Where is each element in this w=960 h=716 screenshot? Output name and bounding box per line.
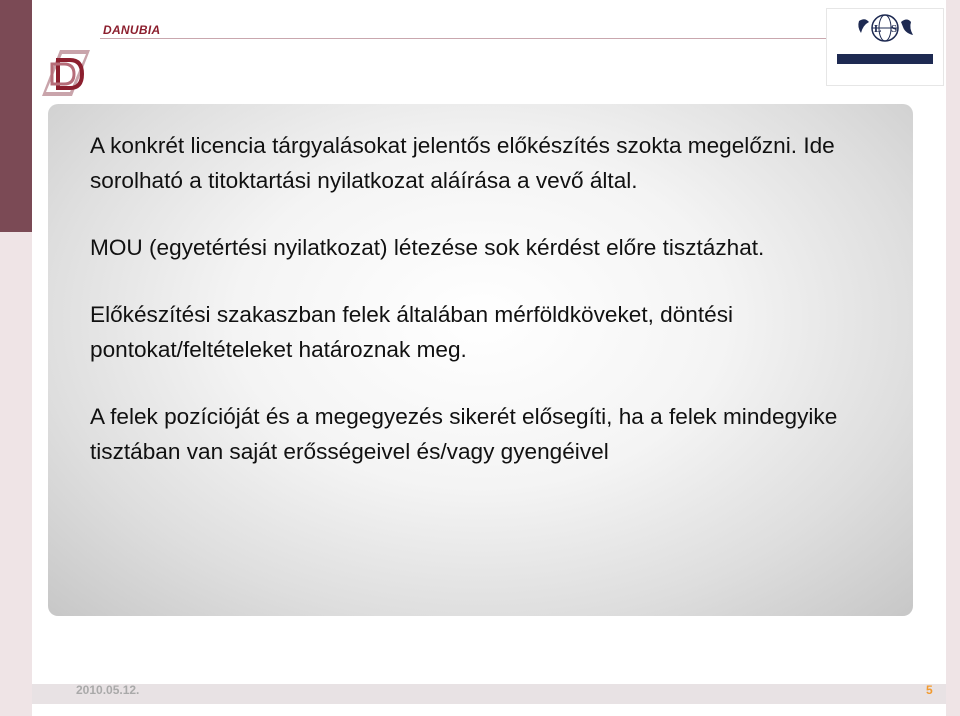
footer-date: 2010.05.12.: [76, 683, 140, 697]
header-brand: DANUBIA: [103, 23, 161, 37]
right-side-bar: [946, 0, 960, 716]
page-number: 5: [926, 683, 933, 697]
svg-text:S: S: [891, 23, 898, 35]
svg-text:L: L: [874, 23, 882, 35]
header-divider: [100, 38, 920, 39]
slide-body: [90, 128, 900, 501]
paragraph-mou: MOU (egyetértési nyilatkozat) létezése sok kérdést előre tisztázhat.: [90, 235, 765, 260]
danubia-logo-icon: [38, 44, 94, 100]
paragraph-positions: A felek pozícióját és a megegyezés sikerét elősegíti, ha a felek mindegyike tisztában van saját erősségeivel és/vagy gyengéivel: [90, 404, 838, 464]
paragraph-milestones: Előkészítési szakaszban felek általában mérföldköveket, döntési pontokat/feltételeket határoznak meg.: [90, 302, 734, 362]
les-logo: [826, 8, 944, 86]
left-side-bar-accent: [0, 0, 32, 232]
paragraph-preparation: A konkrét licencia tárgyalásokat jelentős előkészítés szokta megelőzni. Ide sorolható a titoktartási nyilatkozat aláírása a vevő által.: [90, 133, 835, 193]
les-chapter-label: [837, 54, 933, 64]
les-globe-emblem-icon: [851, 13, 919, 43]
footer-band: [32, 684, 946, 704]
